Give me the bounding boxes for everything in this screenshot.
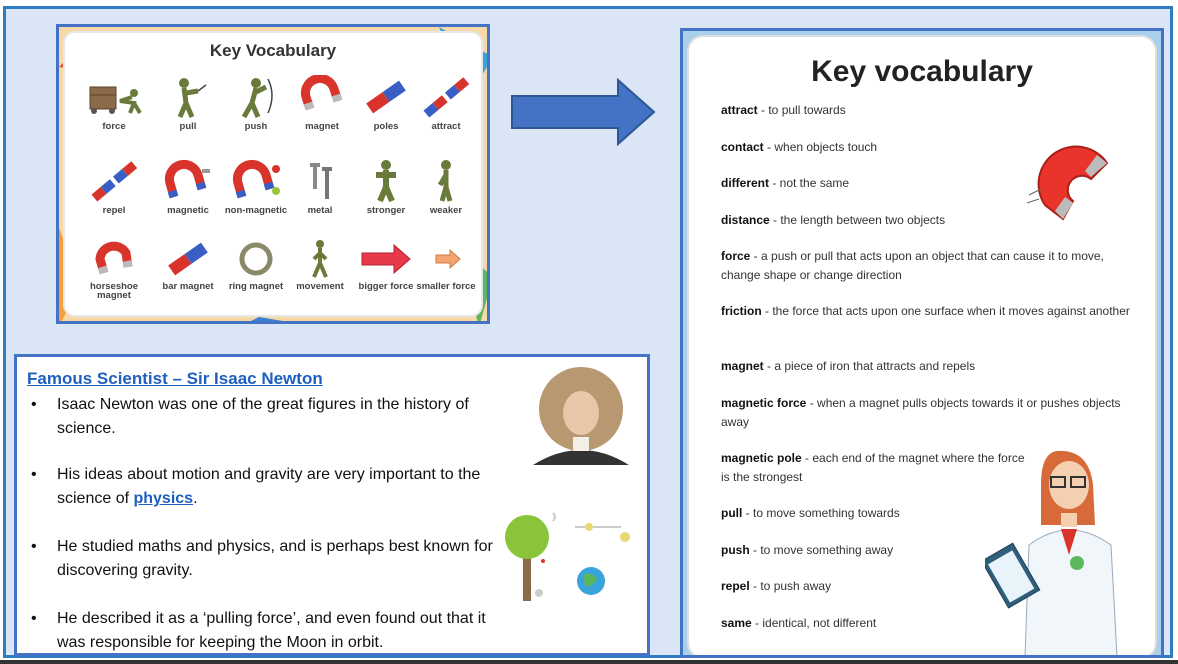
vocab-label: stronger xyxy=(366,205,406,216)
definition-term: different xyxy=(721,176,769,190)
small-arrow-icon xyxy=(416,239,476,279)
physics-link[interactable]: physics xyxy=(133,490,194,507)
definition-item xyxy=(721,541,1021,560)
vocab-label: horseshoe magnet xyxy=(89,281,139,301)
definition-text: - the force that acts upon one surface when it moves against another xyxy=(761,304,1130,318)
vocab-item-stronger xyxy=(353,159,419,229)
vocab-label: movement xyxy=(296,281,344,292)
vocab-label: attract xyxy=(431,121,461,132)
attracting-magnets-icon xyxy=(416,75,476,119)
vocab-label: poles xyxy=(373,121,399,132)
vocab-label: magnetic xyxy=(167,205,209,216)
person-pulling-icon xyxy=(158,75,218,119)
definition-term: same xyxy=(721,616,752,630)
right-arrow-icon xyxy=(510,78,658,148)
vocab-item-metal xyxy=(287,159,353,229)
vocab-label: pull xyxy=(179,121,197,132)
definition-text: - a piece of iron that attracts and repels xyxy=(763,359,976,373)
definition-item xyxy=(721,302,1131,321)
vocab-item-magnet xyxy=(289,75,355,145)
definition-text: - identical, not different xyxy=(751,616,877,630)
magnet-with-object-icon xyxy=(226,159,286,203)
definition-item xyxy=(721,577,1021,596)
horseshoe-magnet-icon xyxy=(84,239,144,279)
definition-term: pull xyxy=(721,506,743,520)
vocab-label: ring magnet xyxy=(228,281,284,292)
horseshoe-magnet-illustration xyxy=(1025,145,1129,231)
bullet-icon: • xyxy=(31,610,37,627)
vocab-item-poles xyxy=(353,75,419,145)
key-vocabulary-definitions-panel xyxy=(680,28,1164,658)
vocab-item-magnetic xyxy=(155,159,221,229)
weak-person-icon xyxy=(416,159,476,203)
strong-person-icon xyxy=(356,159,416,203)
scientist-character-illustration xyxy=(985,445,1135,657)
list-item xyxy=(27,393,507,441)
bullet-icon: • xyxy=(31,538,37,555)
list-item xyxy=(27,535,507,583)
definition-text: - to pull towards xyxy=(757,103,846,117)
bottom-bar xyxy=(0,660,1178,664)
horseshoe-magnet-icon xyxy=(292,75,352,119)
vocab-item-horseshoe-magnet xyxy=(81,239,147,309)
definition-text: - a push or pull that acts upon an object that can cause it to move, change shape or change direction xyxy=(721,249,1104,282)
definition-text: - to push away xyxy=(749,579,832,593)
vocab-item-push xyxy=(223,75,289,145)
vocab-item-ring-magnet xyxy=(223,239,289,309)
magnet-with-paperclip-icon xyxy=(158,159,218,203)
definition-term: magnetic force xyxy=(721,396,807,410)
definitions-card xyxy=(689,37,1155,657)
key-vocabulary-card xyxy=(65,33,481,315)
vocab-label: bigger force xyxy=(358,281,414,292)
repelling-magnets-icon xyxy=(84,159,144,203)
fact-text: He described it as a ‘pulling force’, and even found out that it was responsible for keeping the Moon in orbit. xyxy=(57,610,486,651)
definition-text: - the length between two objects xyxy=(769,213,946,227)
definition-item xyxy=(721,357,1141,376)
vocab-label: push xyxy=(244,121,268,132)
definition-term: magnet xyxy=(721,359,764,373)
definition-term: push xyxy=(721,543,750,557)
vocab-item-non-magnetic xyxy=(223,159,289,229)
bar-magnet-icon xyxy=(356,75,416,119)
ring-magnet-icon xyxy=(226,239,286,279)
vocab-item-attract xyxy=(413,75,479,145)
fact-text: He studied maths and physics, and is perhaps best known for discovering gravity. xyxy=(57,538,493,579)
definition-term: contact xyxy=(721,140,764,154)
walking-person-icon xyxy=(290,239,350,279)
definition-term: repel xyxy=(721,579,750,593)
definition-text: - to move something away xyxy=(749,543,894,557)
fact-text: His ideas about motion and gravity are very important to the science of xyxy=(57,466,481,507)
famous-scientist-panel xyxy=(14,354,650,656)
definition-item xyxy=(721,247,1121,285)
fact-text: Isaac Newton was one of the great figures in the history of science. xyxy=(57,396,469,437)
definition-text: - when objects touch xyxy=(763,140,878,154)
definition-item xyxy=(721,394,1131,432)
person-pushing-icon xyxy=(226,75,286,119)
vocab-label: repel xyxy=(102,205,126,216)
fact-text-end: . xyxy=(193,490,198,507)
vocab-item-repel xyxy=(81,159,147,229)
definition-text: - to move something towards xyxy=(742,506,900,520)
scientist-title: Famous Scientist – Sir Isaac Newton xyxy=(27,369,323,388)
definition-term: attract xyxy=(721,103,758,117)
vocab-label: smaller force xyxy=(416,281,476,292)
definition-item xyxy=(721,614,1021,633)
vocab-label: force xyxy=(102,121,126,132)
definition-text: - not the same xyxy=(769,176,850,190)
isaac-newton-portrait xyxy=(525,365,637,465)
bullet-icon: • xyxy=(31,396,37,413)
vocab-item-smaller-force xyxy=(413,239,479,309)
definition-term: force xyxy=(721,249,751,263)
vocab-label: non-magnetic xyxy=(224,205,288,216)
screws-icon xyxy=(290,159,350,203)
definition-item xyxy=(721,101,1141,120)
vocab-item-weaker xyxy=(413,159,479,229)
vocab-item-movement xyxy=(287,239,353,309)
vocab-card-title: Key Vocabulary xyxy=(209,41,337,60)
gravity-diagram xyxy=(497,507,637,607)
definition-term: friction xyxy=(721,304,762,318)
definition-item xyxy=(721,504,1021,523)
vocab-label: magnet xyxy=(305,121,339,132)
key-vocabulary-picture-panel xyxy=(56,24,490,324)
definition-term: magnetic pole xyxy=(721,451,802,465)
person-pushing-crate-icon xyxy=(84,75,144,119)
vocab-item-force xyxy=(81,75,147,145)
bar-magnet-icon xyxy=(158,239,218,279)
definition-term: distance xyxy=(721,213,770,227)
definitions-title: Key vocabulary xyxy=(811,55,1033,88)
vocab-label: metal xyxy=(307,205,333,216)
vocab-label: weaker xyxy=(429,205,463,216)
definition-text: - each end of the magnet where the force is the strongest xyxy=(721,451,1025,484)
list-item xyxy=(27,607,507,655)
bullet-icon: • xyxy=(31,466,37,483)
large-arrow-icon xyxy=(356,239,416,279)
vocab-label: bar magnet xyxy=(162,281,214,292)
vocab-item-pull xyxy=(155,75,221,145)
definition-text: - when a magnet pulls objects towards it or pushes objects away xyxy=(721,396,1121,429)
vocab-item-bigger-force xyxy=(353,239,419,309)
vocab-item-bar-magnet xyxy=(155,239,221,309)
list-item xyxy=(27,463,507,511)
